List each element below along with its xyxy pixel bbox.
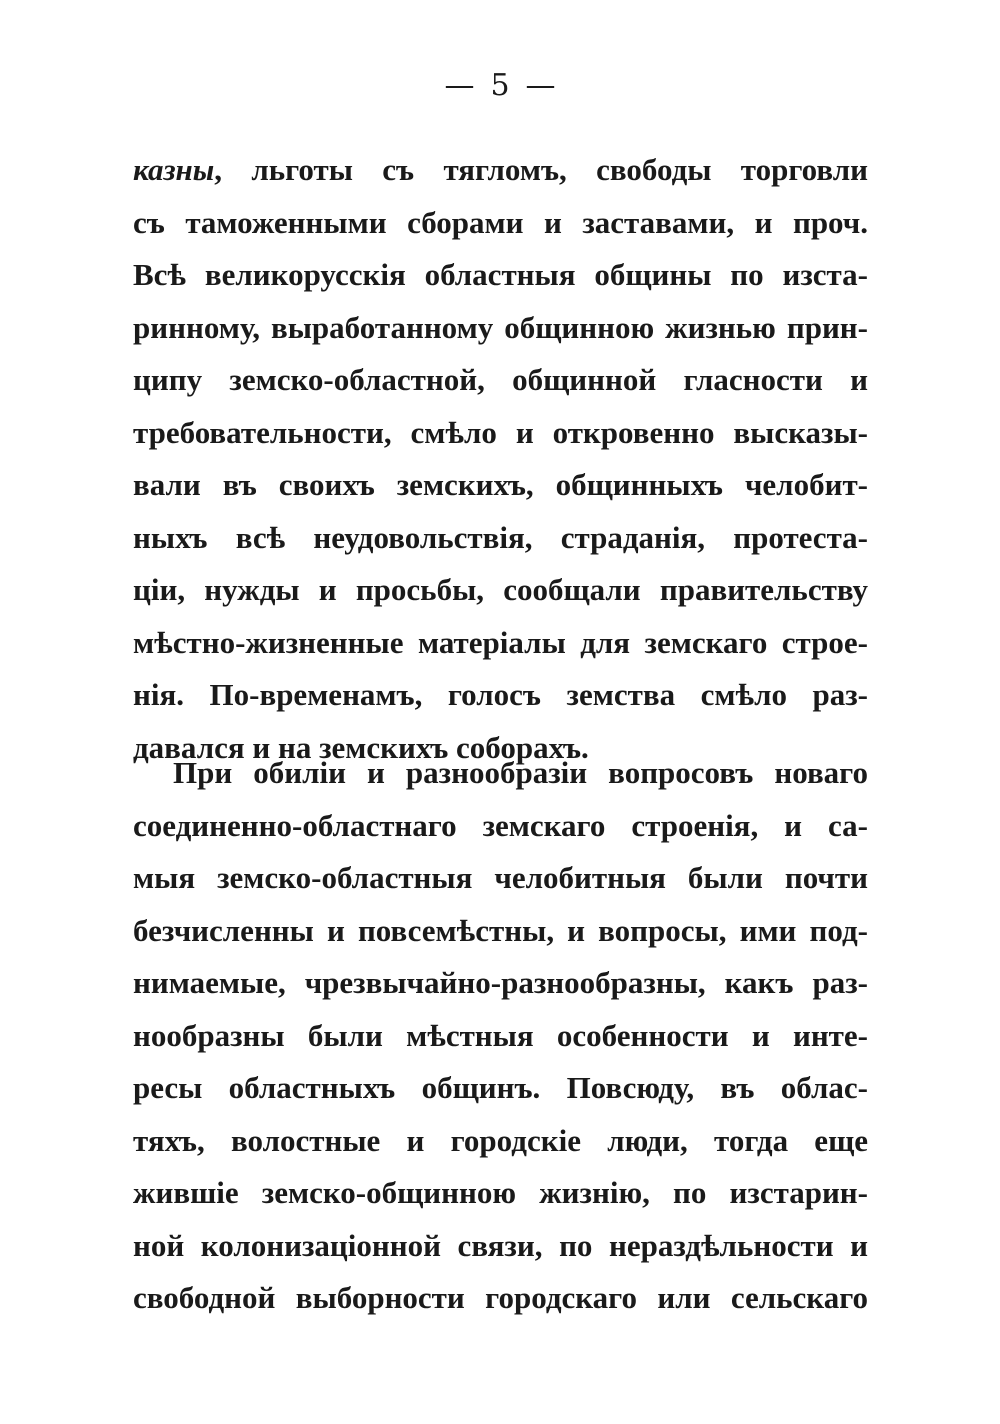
text-line: ныхъ всѣ неудовольствія, страданія, протеста- xyxy=(133,519,868,555)
paragraph-1 xyxy=(133,144,868,774)
text-line xyxy=(133,144,868,197)
text-line: нія. По-временамъ, голосъ земства смѣло раз- xyxy=(133,677,868,712)
text-line: нимаемые, чрезвычайно-разнообразны, какъ раз- xyxy=(133,965,868,1000)
text-line: соединенно-областнаго земскаго строенія, и са- xyxy=(133,807,868,843)
text-line: жившіе земско-общинною жизнію, по изстарин- xyxy=(133,1175,868,1210)
text-line: съ таможенными сборами и заставами, и проч. xyxy=(133,204,868,240)
page-number xyxy=(0,66,1000,106)
text-line: давался и на земскихъ соборахъ. xyxy=(133,729,589,765)
page-number-dash-right: — xyxy=(525,68,556,103)
text-line: ресы областныхъ общинъ. Повсюду, въ облас- xyxy=(133,1070,868,1105)
italic-word: казны xyxy=(133,152,215,187)
page-number-value: 5 xyxy=(490,68,510,103)
text-line: нообразны были мѣстныя особенности и инте- xyxy=(133,1017,868,1053)
text-line: ціи, нужды и просьбы, сообщали правительству xyxy=(133,572,868,607)
text-line: свободной выборности городскаго или сельскаго xyxy=(133,1280,868,1315)
text-line: ринному, выработанному общинною жизнью прин- xyxy=(133,309,868,345)
page-number-dash-left: — xyxy=(444,68,475,103)
text-line: ной колонизаціонной связи, по нераздѣльности и xyxy=(133,1227,868,1263)
text-line: Всѣ великорусскія областныя общины по изста- xyxy=(133,257,868,292)
text-line: безчисленны и повсемѣстны, и вопросы, ими под- xyxy=(133,912,868,948)
text-line-continuation: , льготы съ тягломъ, свободы торговли xyxy=(214,152,868,187)
text-line: требовательности, смѣло и откровенно высказы- xyxy=(133,414,868,450)
text-line: мѣстно-жизненные матеріалы для земскаго строе- xyxy=(133,624,868,660)
text-line: тяхъ, волостные и городскіе люди, тогда еще xyxy=(133,1122,868,1158)
text-line: мыя земско-областныя челобитныя были почти xyxy=(133,860,868,895)
paragraph-2 xyxy=(133,747,868,1325)
text-line: ципу земско-областной, общинной гласности и xyxy=(133,362,868,397)
text-line: вали въ своихъ земскихъ, общинныхъ челобит- xyxy=(133,467,868,502)
text-line: При обиліи и разнообразіи вопросовъ новаго xyxy=(173,755,868,790)
